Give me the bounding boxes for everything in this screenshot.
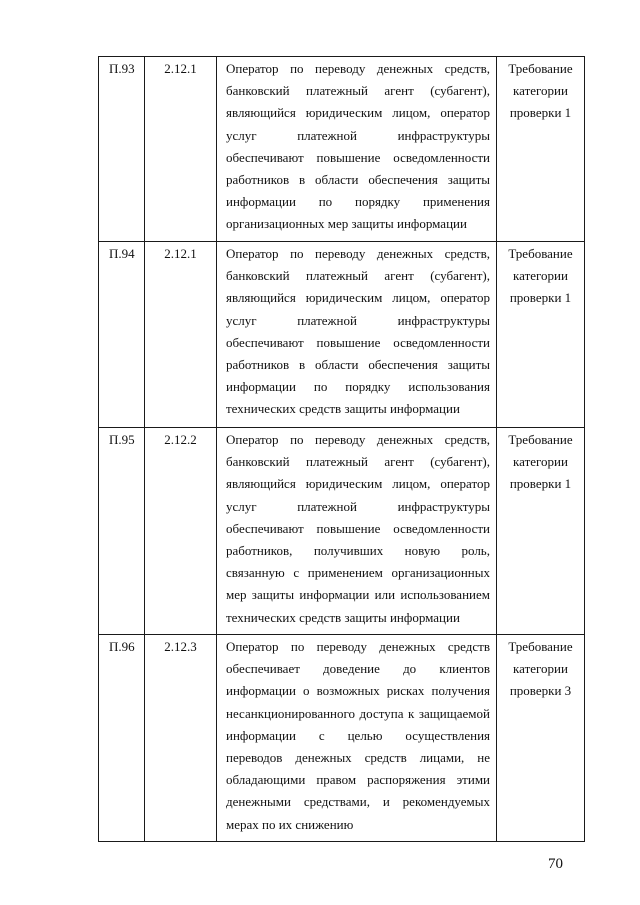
table-row [99,57,585,242]
requirement-text: Оператор по переводу денежных средств, банковский платежный агент (субагент), являющийся юридическим лицом, оператор услуг платежной инфраструктуры обеспечивают повышение осведомленности работников в области обеспечения защиты информации по порядку применения организационных мер защиты информации [217,57,497,242]
section-number: 2.12.1 [145,242,217,428]
section-number: 2.12.1 [145,57,217,242]
check-category: Требование категории проверки 1 [497,428,585,635]
table-row [99,635,585,842]
page-number: 70 [548,856,563,872]
row-number: П.93 [99,57,145,242]
requirement-text: Оператор по переводу денежных средств, банковский платежный агент (субагент), являющийся юридическим лицом, оператор услуг платежной инфраструктуры обеспечивают повышение осведомленности работников, получивших новую роль, связанную с применением организационных мер защиты информации или использованием технических средств защиты информации [217,428,497,635]
row-number: П.94 [99,242,145,428]
check-category: Требование категории проверки 1 [497,242,585,428]
table-row [99,428,585,635]
check-category: Требование категории проверки 1 [497,57,585,242]
section-number: 2.12.3 [145,635,217,842]
table-row [99,242,585,428]
row-number: П.96 [99,635,145,842]
check-category: Требование категории проверки 3 [497,635,585,842]
requirement-text: Оператор по переводу денежных средств обеспечивает доведение до клиентов информации о возможных рисках получения несанкционированного доступа к защищаемой информации с целью осуществления переводов денежных средств лицами, не обладающими правом распоряжения этими денежными средствами, и рекомендуемых мерах по их снижению [217,635,497,842]
row-number: П.95 [99,428,145,635]
section-number: 2.12.2 [145,428,217,635]
requirements-table [98,56,585,842]
requirement-text: Оператор по переводу денежных средств, банковский платежный агент (субагент), являющийся юридическим лицом, оператор услуг платежной инфраструктуры обеспечивают повышение осведомленности работников в области обеспечения защиты информации по порядку использования технических средств защиты информации [217,242,497,428]
